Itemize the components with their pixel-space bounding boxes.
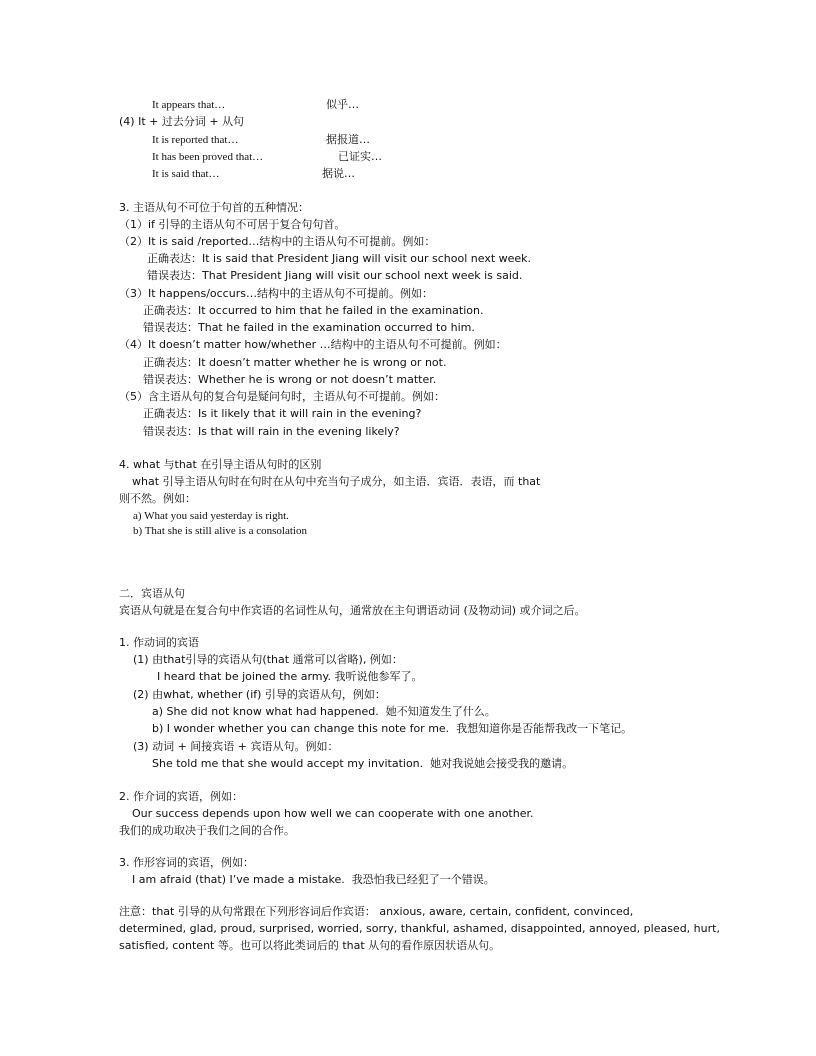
part2-intro: 宾语从句就是在复合句中作宾语的名词性从句，通常放在主句谓语动词 (及物动词) 或介词之后。 [119,604,586,617]
case-2: （2）It is said /reported…结构中的主语从句不可提前。例如： [119,235,436,248]
prep-object-translation: 我们的成功取决于我们之间的合作。 [119,824,295,837]
example-said-zh: 据说… [322,167,355,180]
case-3: （3）It happens/occurs…结构中的主语从句不可提前。例如： [119,287,433,300]
verb-object-1: (1) 由that引导的宾语从句(that 通常可以省略), 例如： [133,653,403,666]
case-5-wrong: 错误表达：Is that will rain in the evening likely? [143,425,400,438]
example-appears-en: It appears that… [152,99,226,111]
example-reported-zh: 据报道… [326,133,370,146]
verb-object-3: (3) 动词 + 间接宾语 + 宾语从句。例如： [133,740,339,753]
section4-paragraph-line1: what 引导主语从句时在句时在从句中充当句子成分，如主语．宾语．表语，而 that [132,475,541,488]
example-said-en: It is said that… [152,168,220,180]
verb-object-2: (2) 由what, whether (if) 引导的宾语从句，例如： [133,688,386,701]
case-1: （1）if 引导的主语从句不可居于复合句句首。 [119,218,346,231]
verb-object-1-example: I heard that be joined the army. 我听说他参军了。 [157,670,423,683]
verb-object-2-example-a: a) She did not know what had happened. 她不知道发生了什么。 [152,705,496,718]
adj-object-example: I am afraid (that) I’ve made a mistake. 我恐怕我已经犯了一个错误。 [132,873,495,886]
case-4-correct: 正确表达：It doesn’t matter whether he is wrong or not. [143,356,447,369]
example-appears-zh: 似乎… [326,98,359,111]
case-4-wrong: 错误表达：Whether he is wrong or not doesn’t matter. [143,373,437,386]
section4-example-b: b) That she is still alive is a consolation [133,525,307,537]
example-proved-zh: 已证实… [338,150,382,163]
section4-paragraph-line2: 则不然。例如： [119,492,196,505]
section4-example-a: a) What you said yesterday is right. [133,510,289,522]
case-5-correct: 正确表达：Is it likely that it will rain in the evening? [143,407,422,420]
prep-object-example: Our success depends upon how well we can cooperate with one another. [132,807,534,820]
prep-object-heading: 2. 作介词的宾语，例如： [119,790,243,803]
verb-object-heading: 1. 作动词的宾语 [119,636,199,649]
verb-object-3-example: She told me that she would accept my invitation. 她对我说她会接受我的邀请。 [152,757,574,770]
case-2-wrong: 错误表达：That President Jiang will visit our school next week is said. [147,269,523,282]
verb-object-2-example-b: b) I wonder whether you can change this note for me. 我想知道你是否能帮我改一下笔记。 [152,722,633,735]
case-3-wrong: 错误表达：That he failed in the examination occurred to him. [143,321,475,334]
case-3-correct: 正确表达：It occurred to him that he failed in the examination. [143,304,484,317]
case-2-correct: 正确表达：It is said that President Jiang will visit our school next week. [147,252,532,265]
section4-heading: 4. what 与that 在引导主语从句时的区别 [119,458,322,471]
case-4: （4）It doesn’t matter how/whether …结构中的主语从句不可提前。例如： [119,338,507,351]
note-line3: satisfied, content 等。也可以将此类词后的 that 从句的看作原因状语从句。 [119,939,501,952]
note-line2: determined, glad, proud, surprised, worried, sorry, thankful, ashamed, disappointed, annoyed, pleased, hurt, [119,922,720,935]
case-5: （5）含主语从句的复合句是疑问句时，主语从句不可提前。例如： [119,390,445,403]
part2-heading: 二．宾语从句 [119,587,185,600]
note-line1: 注意：that 引导的从句常跟在下列形容词后作宾语： anxious, aware, certain, confident, convinced, [119,905,634,918]
passive-heading: (4) It + 过去分词 + 从句 [119,115,245,128]
example-reported-en: It is reported that… [152,134,239,146]
example-proved-en: It has been proved that… [152,151,264,163]
section3-heading: 3. 主语从句不可位于句首的五种情况： [119,201,309,214]
adj-object-heading: 3. 作形容词的宾语，例如： [119,856,254,869]
